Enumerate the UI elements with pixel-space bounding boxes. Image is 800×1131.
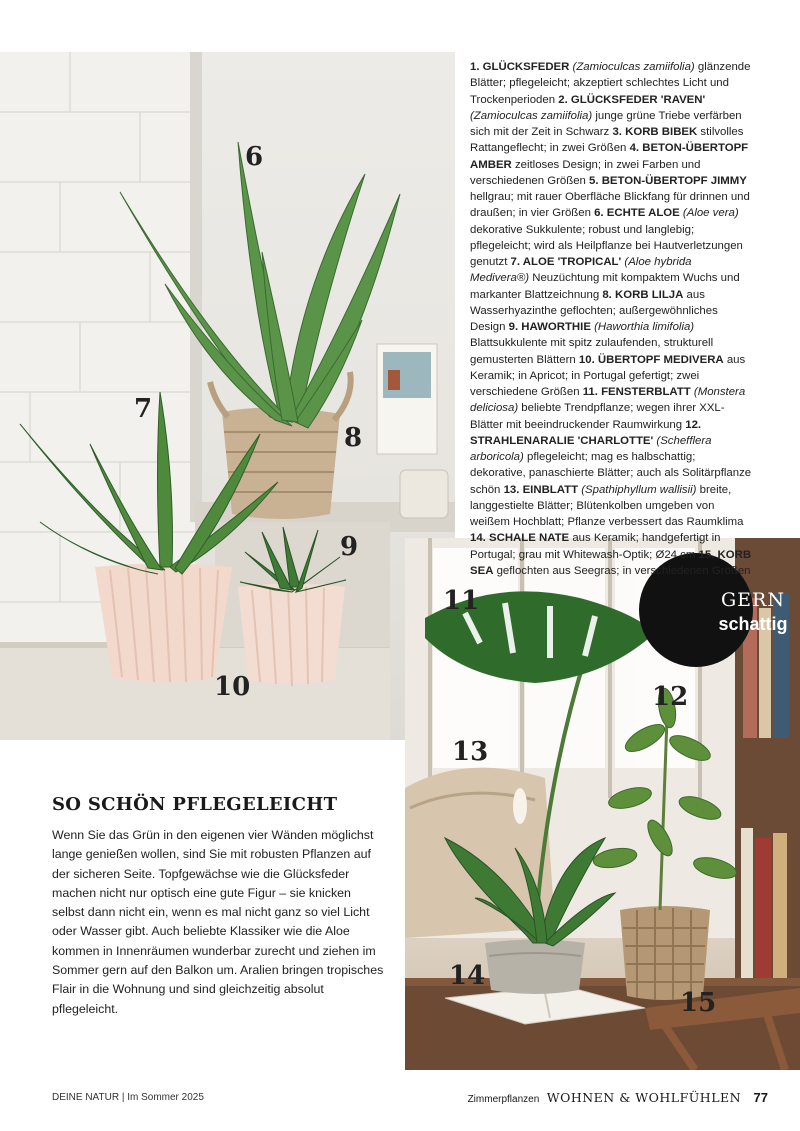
badge-line-2: schattig bbox=[718, 614, 788, 634]
footer-category: Zimmerpflanzen bbox=[467, 1094, 540, 1105]
footer-right bbox=[468, 1089, 768, 1107]
photo-label-15: 15 bbox=[680, 988, 717, 1018]
plant-entry-description: dekorative Sukkulente; robust und langlebig; pflegeleicht; wird als Heilpflanze bei Hautverletzungen genutzt bbox=[470, 223, 743, 268]
aloe-scene bbox=[0, 52, 455, 740]
plant-entry-botanical: (Haworthia limifolia) bbox=[594, 321, 695, 333]
plant-entry-name: 9. HAWORTHIE bbox=[508, 321, 591, 333]
plant-entry-description: aus Wasserhyazinthe geflochten; außergewöhnliches Design bbox=[470, 288, 718, 333]
plant-entry-name: 12. STRAHLENARALIE 'CHARLOTTE' bbox=[470, 418, 702, 447]
plant-entry-description: stilvolles Rattangeflecht; in zwei Größen bbox=[470, 126, 744, 155]
plant-entry-description: breite, langgestielte Blätter; Blütenkolben umgeben von weißem Hochblatt; Pflanze verbessert das Raumklima bbox=[470, 483, 744, 528]
photo-label-13: 13 bbox=[452, 737, 489, 767]
plant-description-list bbox=[470, 59, 752, 579]
article-headline: SO SCHÖN PFLEGELEICHT bbox=[52, 794, 338, 815]
photo-label-9: 9 bbox=[340, 532, 359, 562]
plant-entry-name: 7. ALOE 'TROPICAL' bbox=[510, 256, 622, 268]
plant-entry-botanical: (Schefflera arboricola) bbox=[470, 434, 712, 463]
photo-label-10: 10 bbox=[214, 672, 251, 702]
footer-section: WOHNEN & WOHLFÜHLEN bbox=[546, 1090, 742, 1105]
plant-entry-description: Neuzüchtung mit kompaktem Wuchs und markanter Blattzeichnung bbox=[470, 272, 740, 301]
plant-entry-name: 8. KORB LILJA bbox=[602, 288, 684, 301]
plant-entry-description: glänzende Blätter; pflegeleicht; akzeptiert schlechtes Licht und Trockenperioden bbox=[470, 61, 751, 106]
badge-line-1: GERN bbox=[721, 589, 785, 611]
photo-label-11: 11 bbox=[443, 586, 480, 616]
plant-entry-name: 11. FENSTERBLATT bbox=[582, 386, 691, 398]
page-number: 77 bbox=[753, 1090, 768, 1105]
plant-entry-botanical: (Aloe hybrida Medivera®) bbox=[470, 256, 692, 285]
plant-entry bbox=[470, 532, 721, 560]
plant-entry-botanical: (Monstera deliciosa) bbox=[470, 386, 746, 415]
plant-entry-name: 4. BETON-ÜBERTOPF AMBER bbox=[470, 142, 749, 171]
plant-entry-name: 14. SCHALE NATE bbox=[470, 532, 570, 545]
plant-entry-name: 6. ECHTE ALOE bbox=[594, 207, 680, 220]
plant-entry-botanical: (Zamioculcas zamiifolia) bbox=[470, 109, 593, 122]
plant-entry-name: 13. EINBLATT bbox=[503, 483, 579, 496]
plant-entry-description: aus Keramik; handgefertigt in Portugal; grau mit Whitewash-Optik; Ø24 cm bbox=[470, 532, 721, 561]
photo-label-7: 7 bbox=[134, 394, 153, 424]
photo-label-8: 8 bbox=[344, 423, 363, 453]
photo-label-12: 12 bbox=[652, 682, 689, 712]
plant-entry-description: Blattsukkulente mit spitz zulaufenden, strukturell gemusterten Blättern bbox=[470, 337, 714, 366]
plant-entry-description: junge grüne Triebe verfärben sich mit der Zeit in Schwarz bbox=[470, 109, 742, 138]
plant-entry bbox=[470, 484, 743, 529]
plant-entry-name: 15. KORB SEA bbox=[470, 548, 752, 577]
plant-entry-botanical: (Spathiphyllum wallisii) bbox=[581, 483, 697, 496]
plant-entry-name: 1. GLÜCKSFEDER bbox=[470, 61, 570, 73]
plant-entry-name: 10. ÜBERTOPF MEDIVERA bbox=[578, 353, 724, 366]
footer-issue: DEINE NATUR | Im Sommer 2025 bbox=[52, 1092, 204, 1103]
photo-label-14: 14 bbox=[449, 961, 486, 991]
plant-entry-description: geflochten aus Seegras; in verschiedenen Größen bbox=[496, 564, 751, 577]
plant-entry-description: hellgrau; mit rauer Oberfläche Blickfang für drinnen und draußen; in vier Größen bbox=[470, 191, 750, 220]
plant-entry-description: beliebte Trendpflanze; wegen ihrer XXL-Blätter mit beeindruckender Raumwirkung bbox=[470, 402, 725, 431]
plant-entry-name: 5. BETON-ÜBERTOPF JIMMY bbox=[589, 174, 747, 187]
plant-entry-description: aus Keramik; in Apricot; in Portugal gefertigt; zwei verschiedene Größen bbox=[470, 353, 746, 398]
plant-entry-name: 2. GLÜCKSFEDER 'RAVEN' bbox=[558, 93, 706, 106]
plant-entry-botanical: (Zamioculcas zamiifolia) bbox=[572, 61, 695, 73]
photo-aloe-plants bbox=[0, 52, 455, 740]
photo-label-6: 6 bbox=[245, 142, 264, 172]
plant-entry-botanical: (Aloe vera) bbox=[682, 207, 739, 220]
plant-entry-name: 3. KORB BIBEK bbox=[612, 126, 698, 138]
article-body: Wenn Sie das Grün in den eigenen vier Wänden möglichst lange genießen wollen, sind Sie mit robusten Pflanzen auf der sicheren Seite. Topfgewächse wie die Glücksfeder machen nicht nur optisch eine gute Figur – sie knicken selbst dann nicht ein, wenn es mal nicht ganz so viel Licht oder Wasser gibt. Auch beliebte Klassiker wie die Aloe kommen in Innenräumen wunderbar zurecht und ziehen im Sommer gern auf den Balkon um. Aralien bringen tropisches Flair in die Wohnung und sind gleichzeitig absolut pflegeleicht. bbox=[52, 828, 384, 1016]
plant-entry-description: zeitloses Design; in zwei Farben und verschiedenen Größen bbox=[470, 158, 701, 187]
plant-entry-description: pflegeleicht; mag es halbschattig; dekorative, panaschierte Blätter; auch als Solitärpflanze schön bbox=[470, 451, 752, 496]
